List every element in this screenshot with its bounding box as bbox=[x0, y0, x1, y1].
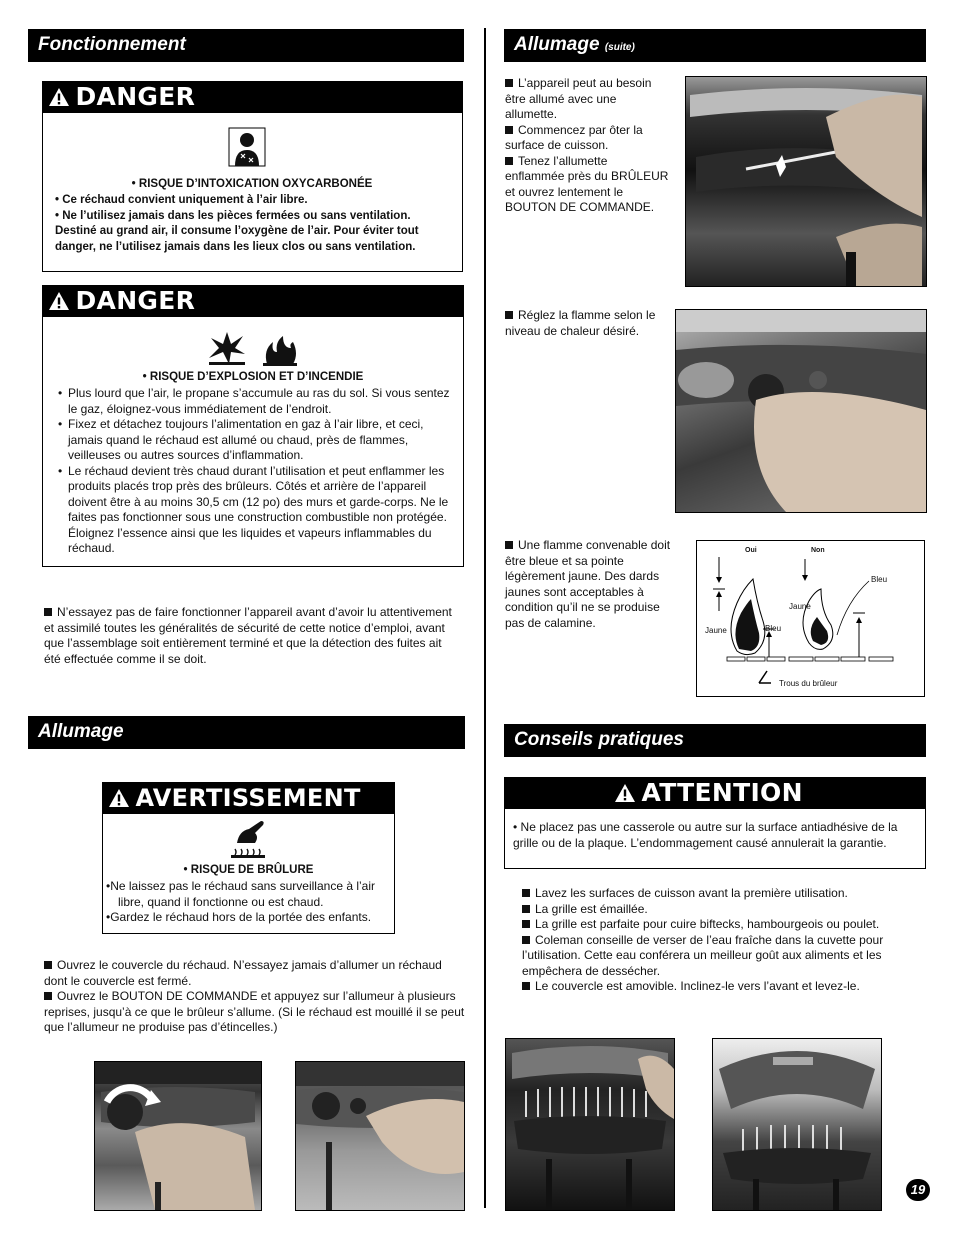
flame-diagram-graphic bbox=[697, 541, 924, 696]
section-title: Allumage bbox=[514, 34, 600, 55]
tip-item: Coleman conseille de verser de l’eau fraîche dans la cuvette pour l’utilisation. Cette eau conférera un meilleur goût aux aliments et les empêchera de dessécher. bbox=[522, 932, 884, 978]
square-bullet-icon bbox=[44, 992, 52, 1000]
tip-item: Le couvercle est amovible. Inclinez-le vers l’avant et levez-le. bbox=[522, 979, 918, 995]
flame-description bbox=[505, 538, 671, 631]
warning-triangle-icon bbox=[108, 788, 130, 808]
danger-bullet: • Fixez et détachez toujours l’alimentation en gaz à l’air libre, et ceci, jamais quand le réchaud est allumé ou chaud, près de flammes, veilleuses ou autres sources d’inflammation. bbox=[56, 417, 456, 464]
photo-removable-lid bbox=[712, 1038, 882, 1211]
page-number: 19 bbox=[906, 1179, 930, 1201]
diagram-label-jaune: Jaune bbox=[789, 602, 811, 611]
warning-triangle-icon bbox=[614, 783, 636, 803]
fire-icon bbox=[261, 334, 299, 366]
diagram-label-burner-holes: Trous du brûleur bbox=[779, 679, 838, 688]
match-step: L’appareil peut au besoin être allumé avec une allumette. bbox=[505, 76, 652, 121]
photo-flame-adjust bbox=[675, 309, 927, 513]
section-title: Conseils pratiques bbox=[514, 729, 684, 750]
lighting-step: Ouvrez le BOUTON DE COMMANDE et appuyez sur l’allumeur à plusieurs reprises, jusqu’à ce que le brûleur s’allume. (Si le réchaud est mouillé il se peut que l’allumeur ne produise pas d’étincelles.) bbox=[44, 989, 465, 1034]
match-step: Tenez l’allumette enflammée près du BRÛLEUR et ouvrez lentement le BOUTON DE COMMANDE. bbox=[505, 153, 669, 214]
danger-line: • Ne l’utilisez jamais dans les pièces fermées ou sans ventilation. Destiné au grand air, il consume l’oxygène de l’air. Pour éviter tout danger, ne l’utilisez jamais dans les lieux clos ou sans ventilation. bbox=[55, 209, 419, 253]
diagram-label-bleu: Bleu bbox=[765, 624, 782, 633]
warning-line: •Ne laissez pas le réchaud sans surveillance à l’air libre, quand il fonctionne ou est chaud. bbox=[106, 879, 375, 909]
grill-grate-illustration bbox=[506, 1039, 674, 1210]
danger-header bbox=[42, 285, 464, 317]
tip-item: La grille est émaillée. bbox=[522, 902, 918, 918]
section-header-fonctionnement bbox=[28, 29, 464, 62]
diagram-label-oui: Oui bbox=[745, 547, 757, 554]
square-bullet-icon bbox=[522, 936, 530, 944]
flame-adjust-illustration bbox=[676, 310, 926, 512]
warning-box-burn bbox=[102, 782, 395, 934]
warning-header bbox=[102, 782, 395, 814]
warning-triangle-icon bbox=[48, 87, 70, 107]
cooking-tips bbox=[522, 886, 918, 995]
danger-box-explosion bbox=[42, 285, 464, 567]
square-bullet-icon bbox=[505, 157, 513, 165]
square-bullet-icon bbox=[505, 311, 513, 319]
square-bullet-icon bbox=[505, 541, 513, 549]
co-poisoning-icon bbox=[227, 126, 267, 168]
danger-bullet: • Plus lourd que l’air, le propane s’accumule au ras du sol. Si vous sentez le gaz, éloignez-vous immédiatement de l’endroit. bbox=[56, 386, 456, 417]
photo-igniter-button bbox=[295, 1061, 465, 1211]
lighting-steps bbox=[44, 958, 466, 1036]
flame-description-text: Une flamme convenable doit être bleue et sa pointe légèrement jaune. Des dards jaunes sont acceptables à condition qu’il ne se produise pas de calamine. bbox=[505, 538, 671, 630]
square-bullet-icon bbox=[44, 961, 52, 969]
square-bullet-icon bbox=[505, 79, 513, 87]
photo-grill-grate bbox=[505, 1038, 675, 1211]
knob-turn-illustration bbox=[95, 1062, 261, 1210]
removable-lid-illustration bbox=[713, 1039, 881, 1210]
hot-surface-hand-icon bbox=[229, 819, 269, 859]
danger-header bbox=[42, 81, 463, 113]
square-bullet-icon bbox=[522, 905, 530, 913]
diagram-label-bleu: Bleu bbox=[871, 575, 888, 584]
danger-risk-title: • RISQUE D’INTOXICATION OXYCARBONÉE bbox=[131, 178, 373, 190]
danger-label: DANGER bbox=[75, 81, 196, 111]
danger-label: DANGER bbox=[75, 285, 196, 315]
section-subtitle: (suite) bbox=[604, 42, 635, 53]
danger-line: • Ce réchaud convient uniquement à l’air libre. bbox=[55, 194, 308, 206]
attention-label: ATTENTION bbox=[641, 777, 803, 807]
section-title: Fonctionnement bbox=[38, 34, 186, 55]
square-bullet-icon bbox=[522, 982, 530, 990]
match-lighting-steps bbox=[505, 76, 669, 216]
photo-match-lighting bbox=[685, 76, 927, 287]
danger-text bbox=[55, 193, 455, 255]
danger-bullet-list bbox=[56, 386, 456, 557]
danger-bullet: • Le réchaud devient très chaud durant l’utilisation et peut enflammer les produits placés trop près des brûleurs. Côtés et arrière de l’appareil doivent être à au moins 30,5 cm (12 po) des murs et garde-corps. Ne le faites pas fonctionner sous une construction combustible non protégée. Éloignez l’essence ainsi que les liquides et vapeurs inflammables du réchaud. bbox=[56, 464, 456, 557]
warning-triangle-icon bbox=[48, 291, 70, 311]
diagram-label-jaune: Jaune bbox=[705, 626, 727, 635]
warning-line: •Gardez le réchaud hors de la portée des enfants. bbox=[106, 910, 372, 924]
explosion-icon bbox=[207, 330, 247, 366]
square-bullet-icon bbox=[44, 608, 52, 616]
section-header-allumage bbox=[28, 716, 465, 749]
warning-risk-title: • RISQUE DE BRÛLURE bbox=[183, 864, 314, 876]
attention-header bbox=[504, 777, 926, 809]
lighting-step: Ouvrez le couvercle du réchaud. N’essayez jamais d’allumer un réchaud dont le couvercle est fermé. bbox=[44, 958, 442, 988]
attention-box bbox=[504, 777, 926, 869]
diagram-label-non: Non bbox=[811, 547, 825, 554]
danger-box-co bbox=[42, 81, 463, 272]
flame-diagram bbox=[696, 540, 925, 697]
section-title: Allumage bbox=[38, 721, 124, 742]
tip-item: Lavez les surfaces de cuisson avant la première utilisation. bbox=[522, 886, 918, 902]
danger-risk-title: • RISQUE D’EXPLOSION ET D’INCENDIE bbox=[142, 371, 364, 383]
warning-label: AVERTISSEMENT bbox=[135, 783, 361, 812]
square-bullet-icon bbox=[522, 889, 530, 897]
match-lighting-illustration bbox=[686, 77, 926, 286]
note-text: N’essayez pas de faire fonctionner l’appareil avant d’avoir lu attentivement et assimilé toutes les généralités de sécurité de cette notice d’emploi, avant que l’assemblage soit entièrement terminé et que la détection des fuites ait été effectuée comme il se doit. bbox=[44, 605, 452, 666]
flame-adjust-text: Réglez la flamme selon le niveau de chaleur désiré. bbox=[505, 308, 656, 338]
tip-item: La grille est parfaite pour cuire biftecks, hambourgeois ou poulet. bbox=[522, 917, 918, 933]
section-header-allumage-suite bbox=[504, 29, 926, 62]
column-divider bbox=[484, 28, 486, 1208]
flame-adjust-step bbox=[505, 308, 669, 339]
square-bullet-icon bbox=[505, 126, 513, 134]
square-bullet-icon bbox=[522, 920, 530, 928]
read-instructions-note bbox=[44, 605, 458, 667]
attention-text: • Ne placez pas une casserole ou autre sur la surface antiadhésive de la grille ou de la plaque. L’endommagement causé annulerait la garantie. bbox=[513, 820, 898, 850]
section-header-conseils bbox=[504, 724, 926, 757]
igniter-press-illustration bbox=[296, 1062, 464, 1210]
photo-control-knob bbox=[94, 1061, 262, 1211]
warning-text bbox=[106, 879, 394, 926]
match-step: Commencez par ôter la surface de cuisson. bbox=[505, 122, 643, 152]
